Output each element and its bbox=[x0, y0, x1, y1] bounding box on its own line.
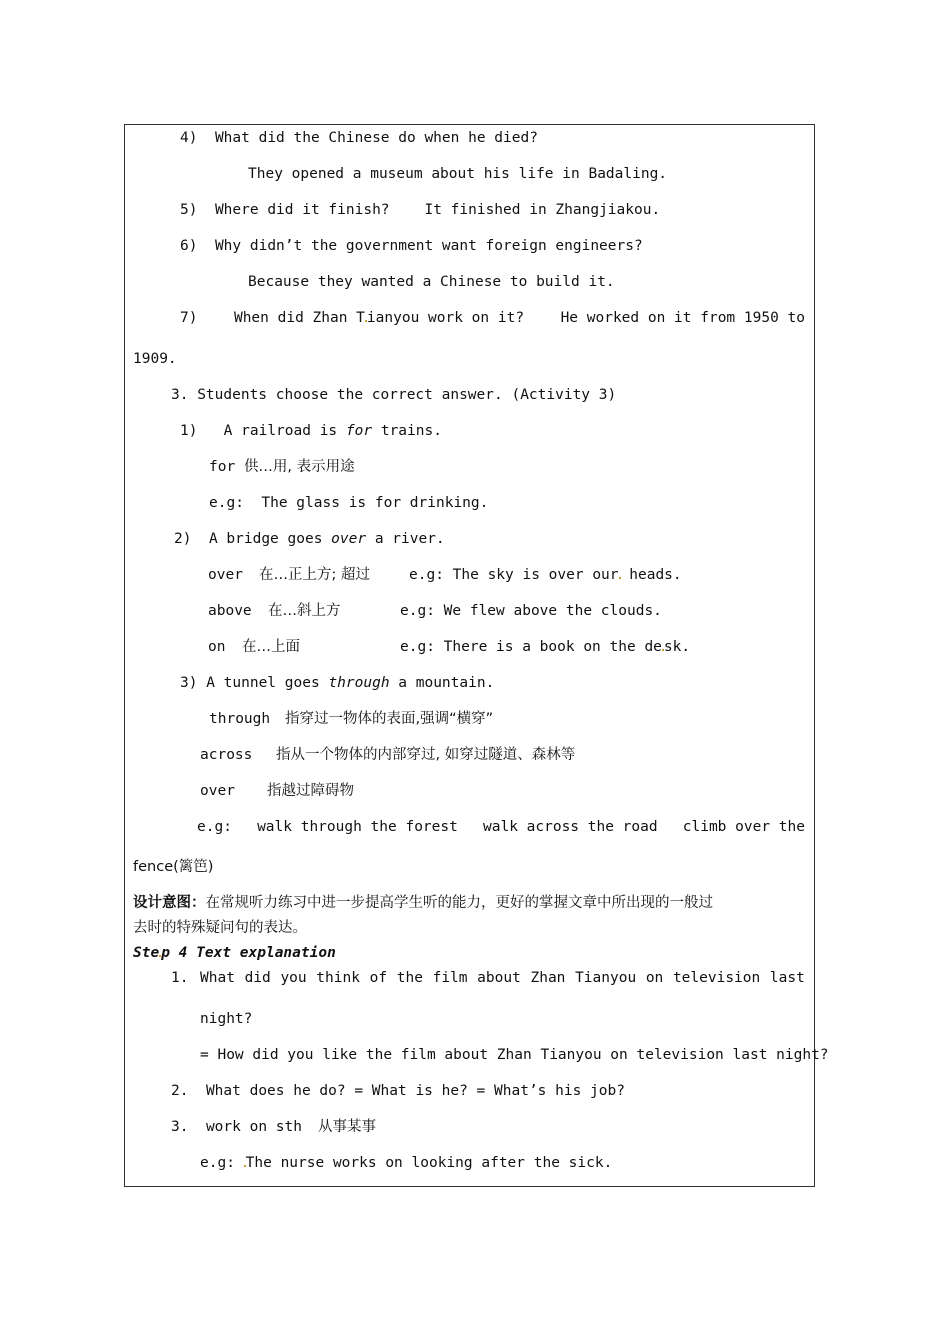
item-3-row-across-word: across bbox=[200, 747, 253, 763]
point-3-example: e.g: The nurse works on looking after the sick. bbox=[200, 1155, 613, 1171]
item-3-row-through-word: through bbox=[209, 711, 271, 727]
q5-number: 5) bbox=[180, 202, 198, 218]
item-2-row-on-example: e.g: There is a book on the de sk. bbox=[400, 639, 691, 655]
q7-answer: He worked on it from 1950 to bbox=[560, 310, 805, 326]
item-2-row-over-word: over bbox=[208, 567, 243, 583]
item-1-example: e.g: The glass is for drinking. bbox=[209, 495, 489, 511]
design-intent-label: 设计意图： bbox=[133, 895, 206, 911]
q6-answer: Because they wanted a Chinese to build it. bbox=[248, 274, 615, 290]
question-5 bbox=[180, 200, 660, 220]
point-2: 2. What does he do? = What is he? = What’s his job? bbox=[171, 1083, 625, 1099]
item-2-row-over-cn: 在…正上方; 超过 bbox=[259, 567, 370, 583]
item-2-row-on-word: on bbox=[208, 639, 226, 655]
q7-text: When did Zhan T ianyou work on it? bbox=[233, 310, 525, 326]
item-3-number: 3) bbox=[180, 675, 198, 691]
item-3: 3) A tunnel goes through a mountain. bbox=[180, 675, 495, 691]
item-3-examples: e.g: walk through the forest walk across the road climb over the bbox=[197, 819, 805, 835]
q6-number: 6) bbox=[180, 238, 198, 254]
point-3: 3. work on sth bbox=[171, 1119, 302, 1135]
q6-text: Why didn’t the government want foreign engineers? bbox=[214, 238, 643, 254]
item-2-keyword: over bbox=[331, 531, 367, 547]
item-2-row-above-example: e.g: We flew above the clouds. bbox=[400, 603, 662, 619]
activity-3-heading: 3. Students choose the correct answer. (Activity 3) bbox=[171, 387, 617, 403]
design-intent-line-2: 去时的特殊疑问句的表达。 bbox=[133, 920, 307, 936]
q4-text: What did the Chinese do when he died? bbox=[214, 130, 538, 146]
item-2-number: 2) bbox=[174, 531, 192, 547]
item-3-row-over-cn: 指越过障碍物 bbox=[267, 783, 354, 799]
point-3-cn: 从事某事 bbox=[318, 1119, 376, 1135]
item-2: 2) A bridge goes over a river. bbox=[174, 531, 445, 547]
point-1-line-2: night? bbox=[200, 1011, 253, 1027]
point-1-line: What did you think of the film about Zhan Tianyou on television last bbox=[200, 970, 805, 986]
q5-answer: It finished in Zhangjiakou. bbox=[424, 202, 661, 218]
item-1-keyword: for bbox=[345, 423, 373, 439]
item-3-row-through-cn: 指穿过一物体的表面,强调“横穿” bbox=[285, 711, 494, 727]
q4-number: 4) bbox=[180, 130, 198, 146]
q5-text: Where did it finish? bbox=[214, 202, 390, 218]
step-4-heading: Ste p 4 Text explanation bbox=[133, 945, 336, 961]
item-3-row-over-word: over bbox=[200, 783, 235, 799]
question-7 bbox=[180, 308, 805, 328]
item-1: 1) A railroad is for trains. bbox=[180, 423, 442, 439]
question-4 bbox=[180, 128, 538, 148]
item-3-row-across-cn: 指从一个物体的内部穿过, 如穿过隧道、森林等 bbox=[276, 747, 576, 763]
q4-answer: They opened a museum about his life in Badaling. bbox=[248, 166, 668, 182]
item-1-number: 1) bbox=[180, 423, 198, 439]
design-intent-line-1: 设计意图：在常规听力练习中进一步提高学生听的能力，更好的掌握文章中所出现的一般过 bbox=[133, 895, 713, 911]
question-6 bbox=[180, 236, 643, 256]
item-2-row-above-cn: 在…斜上方 bbox=[268, 603, 341, 619]
item-3-examples-continued: fence(篱笆) bbox=[133, 859, 214, 875]
item-2-row-on-cn: 在…上面 bbox=[242, 639, 300, 655]
item-3-keyword: through bbox=[328, 675, 390, 691]
point-1-line-3: = How did you like the film about Zhan Tianyou on television last night? bbox=[200, 1047, 829, 1063]
q7-answer-continued: 1909. bbox=[133, 351, 177, 367]
point-1-number: 1. bbox=[171, 970, 189, 986]
q7-number: 7) bbox=[180, 310, 198, 326]
item-1-definition: for 供…用, 表示用途 bbox=[209, 459, 355, 475]
item-2-row-over-example: e.g: The sky is over our heads. bbox=[409, 567, 682, 583]
item-2-row-above-word: above bbox=[208, 603, 252, 619]
